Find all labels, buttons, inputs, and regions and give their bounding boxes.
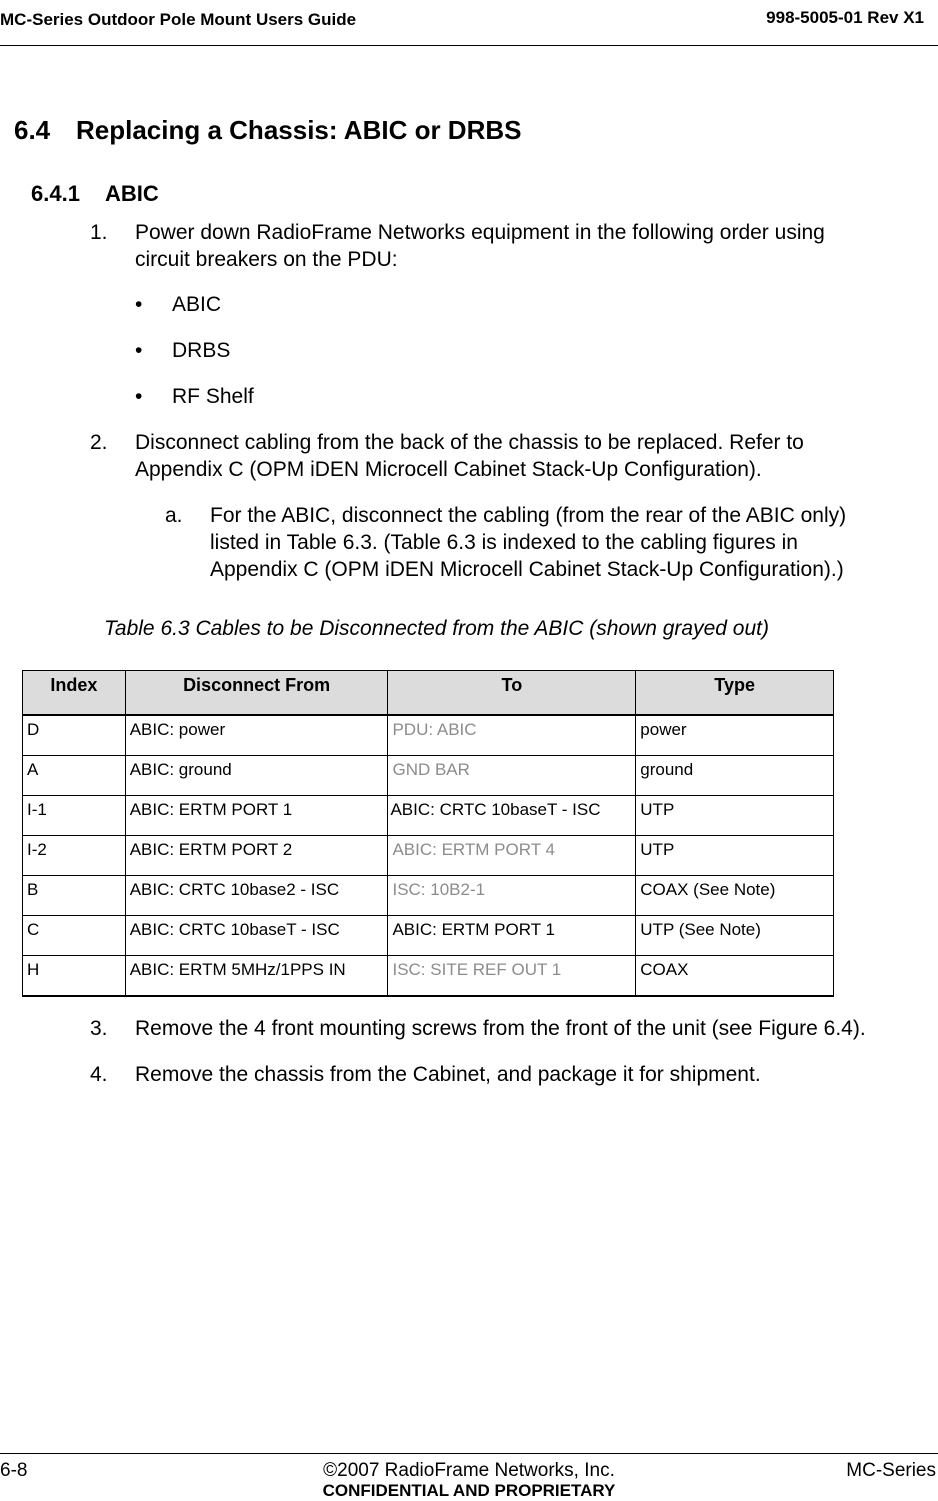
table-row	[23, 876, 834, 916]
step-1-number: 1.	[90, 221, 108, 244]
cell-from: ABIC: CRTC 10baseT - ISC	[125, 916, 388, 956]
cell-to: ABIC: CRTC 10baseT - ISC	[388, 796, 636, 836]
header-title: MC-Series Outdoor Pole Mount Users Guide	[0, 10, 357, 29]
column-header-disconnect-from: Disconnect From	[125, 671, 388, 716]
step-4-text: Remove the chassis from the Cabinet, and package it for shipment.	[135, 1063, 761, 1086]
cell-from: ABIC: ground	[125, 756, 388, 796]
cell-index: D	[23, 715, 126, 756]
subsection-number: 6.4.1	[31, 181, 80, 206]
cell-from: ABIC: CRTC 10base2 - ISC	[125, 876, 388, 916]
step-1-line-1: Power down RadioFrame Networks equipment in the following order using	[135, 221, 825, 244]
table-row	[23, 756, 834, 796]
table-row	[23, 836, 834, 876]
section-number: 6.4	[14, 115, 51, 145]
column-header-type: Type	[636, 671, 834, 716]
footer-series: MC-Series	[846, 1460, 936, 1481]
step-2a-line-3: Appendix C (OPM iDEN Microcell Cabinet Stack-Up Configuration).)	[210, 558, 844, 581]
step-2-line-2: Appendix C (OPM iDEN Microcell Cabinet Stack-Up Configuration).	[135, 458, 762, 481]
column-header-to: To	[388, 671, 636, 716]
cell-from: ABIC: ERTM PORT 1	[125, 796, 388, 836]
bullet-icon: •	[135, 385, 143, 408]
table-row	[23, 956, 834, 997]
footer-copyright: ©2007 RadioFrame Networks, Inc.	[323, 1460, 615, 1481]
table-row	[23, 796, 834, 836]
header-doc-number: 998-5005-01 Rev X1	[766, 8, 924, 27]
cell-type: COAX (See Note)	[636, 876, 834, 916]
cell-from: ABIC: ERTM PORT 2	[125, 836, 388, 876]
cell-index: B	[23, 876, 126, 916]
table-row	[23, 916, 834, 956]
section-title: Replacing a Chassis: ABIC or DRBS	[76, 115, 522, 145]
bullet-item-abic: ABIC	[172, 293, 222, 316]
cell-type: power	[636, 715, 834, 756]
cell-index: I-2	[23, 836, 126, 876]
step-1-line-2: circuit breakers on the PDU:	[135, 248, 398, 271]
footer-rule	[0, 1453, 938, 1454]
step-3-number: 3.	[90, 1017, 108, 1040]
bullet-item-drbs: DRBS	[172, 339, 231, 362]
cell-from: ABIC: ERTM 5MHz/1PPS IN	[125, 956, 388, 997]
header-rule	[0, 45, 938, 46]
footer-page-number: 6-8	[0, 1460, 28, 1481]
step-2-line-1: Disconnect cabling from the back of the chassis to be replaced. Refer to	[135, 431, 804, 454]
table-caption: Table 6.3 Cables to be Disconnected from the ABIC (shown grayed out)	[104, 617, 769, 640]
step-2a-letter: a.	[165, 504, 183, 527]
subsection-title: ABIC	[105, 181, 159, 206]
bullet-icon: •	[135, 293, 143, 316]
cell-to: ISC: 10B2-1	[388, 876, 636, 916]
table-row	[23, 715, 834, 756]
cell-to: GND BAR	[388, 756, 636, 796]
cell-type: ground	[636, 756, 834, 796]
step-4-number: 4.	[90, 1063, 108, 1086]
cell-to: ABIC: ERTM PORT 4	[388, 836, 636, 876]
cell-index: A	[23, 756, 126, 796]
cell-to: ISC: SITE REF OUT 1	[388, 956, 636, 997]
cell-index: H	[23, 956, 126, 997]
cell-type: COAX	[636, 956, 834, 997]
column-header-index: Index	[23, 671, 126, 716]
cell-index: C	[23, 916, 126, 956]
step-2a-line-2: listed in Table 6.3. (Table 6.3 is indexed to the cabling figures in	[210, 531, 798, 554]
footer-confidential: CONFIDENTIAL AND PROPRIETARY	[322, 1481, 616, 1500]
cell-from: ABIC: power	[125, 715, 388, 756]
cell-type: UTP (See Note)	[636, 916, 834, 956]
step-3-text: Remove the 4 front mounting screws from the front of the unit (see Figure 6.4).	[135, 1017, 866, 1040]
cell-index: I-1	[23, 796, 126, 836]
cables-table	[22, 670, 834, 997]
cell-to: PDU: ABIC	[388, 715, 636, 756]
step-2a-line-1: For the ABIC, disconnect the cabling (from the rear of the ABIC only)	[210, 504, 847, 527]
cell-type: UTP	[636, 836, 834, 876]
cell-to: ABIC: ERTM PORT 1	[388, 916, 636, 956]
bullet-item-rf-shelf: RF Shelf	[172, 385, 254, 408]
table-header-row	[23, 671, 834, 716]
cell-type: UTP	[636, 796, 834, 836]
bullet-icon: •	[135, 339, 143, 362]
step-2-number: 2.	[90, 431, 108, 454]
